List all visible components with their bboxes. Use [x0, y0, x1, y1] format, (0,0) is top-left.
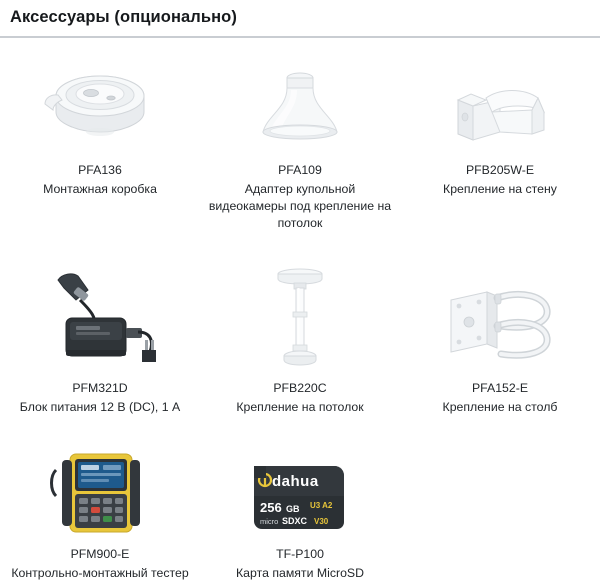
accessory-model: PFB205W-E — [465, 163, 535, 177]
accessory-item-pfb220c — [200, 258, 400, 416]
cctv-tester-icon — [48, 450, 152, 536]
accessory-labels — [37, 152, 163, 198]
empty-art — [400, 438, 600, 536]
accessory-model: PFB220C — [273, 381, 327, 395]
svg-text:GB: GB — [286, 504, 300, 514]
accessory-model: TF-P100 — [276, 547, 324, 561]
accessories-row — [0, 258, 600, 416]
accessory-item-empty — [400, 438, 600, 582]
svg-text:dahua: dahua — [272, 473, 319, 490]
wall-mount-art — [400, 44, 600, 152]
accessory-item-pfm900-e — [0, 438, 200, 582]
microsd-card-art — [200, 438, 400, 536]
accessory-item-pfm321d — [0, 258, 200, 416]
accessory-description: Контрольно-монтажный тестер — [11, 566, 189, 580]
accessory-labels — [437, 370, 564, 416]
accessory-model: PFA152-E — [471, 381, 529, 395]
junction-box-icon — [35, 60, 165, 152]
svg-text:SDXC: SDXC — [282, 516, 308, 526]
accessory-item-pfb205w-e — [400, 44, 600, 232]
accessories-row — [0, 44, 600, 232]
accessory-description: Крепление на стену — [443, 182, 557, 196]
junction-box-art — [0, 44, 200, 152]
accessory-labels — [200, 152, 400, 232]
ceiling-pendant-mount-icon — [252, 266, 348, 370]
dome-camera-ceiling-adapter-icon — [245, 60, 355, 152]
accessory-description: Крепление на потолок — [236, 400, 364, 414]
svg-text:micro: micro — [260, 517, 279, 526]
accessory-model: PFM900-E — [70, 547, 130, 561]
accessory-model: PFM321D — [72, 381, 128, 395]
accessory-description: Карта памяти MicroSD — [236, 566, 364, 580]
cctv-tester-art — [0, 438, 200, 536]
accessory-item-tf-p100 — [200, 438, 400, 582]
accessory-model: PFA109 — [278, 163, 322, 177]
pole-mount-bracket-icon — [435, 270, 565, 370]
accessory-labels — [230, 370, 369, 416]
svg-text:V30: V30 — [314, 517, 329, 526]
microsd-card-icon — [238, 450, 362, 536]
accessory-item-pfa109 — [200, 44, 400, 232]
wall-mount-bracket-icon — [440, 60, 560, 152]
accessories-grid — [0, 38, 600, 582]
accessory-labels — [14, 370, 186, 416]
accessory-description: Крепление на столб — [442, 400, 558, 414]
accessory-model: PFA136 — [78, 163, 122, 177]
power-adapter-art — [0, 258, 200, 370]
svg-text:256: 256 — [260, 500, 282, 515]
accessory-labels — [230, 536, 370, 582]
page-title: Аксессуары (опционально) — [10, 8, 237, 26]
ceiling-pendant-art — [200, 258, 400, 370]
page-title-bar — [0, 0, 600, 38]
pole-mount-art — [400, 258, 600, 370]
dome-adapter-art — [200, 44, 400, 152]
accessories-row — [0, 438, 600, 582]
accessory-labels — [494, 536, 506, 546]
svg-text:U3 A2: U3 A2 — [310, 501, 333, 510]
accessory-item-pfa136 — [0, 44, 200, 232]
accessory-description: Адаптер купольной видеокамеры под крепление на потолок — [208, 182, 392, 230]
power-adapter-icon — [30, 266, 170, 370]
accessory-description: Монтажная коробка — [43, 182, 157, 196]
accessory-item-pfa152-e — [400, 258, 600, 416]
accessory-labels — [5, 536, 194, 582]
accessory-description: Блок питания 12 В (DC), 1 А — [19, 400, 181, 414]
accessory-labels — [437, 152, 563, 198]
